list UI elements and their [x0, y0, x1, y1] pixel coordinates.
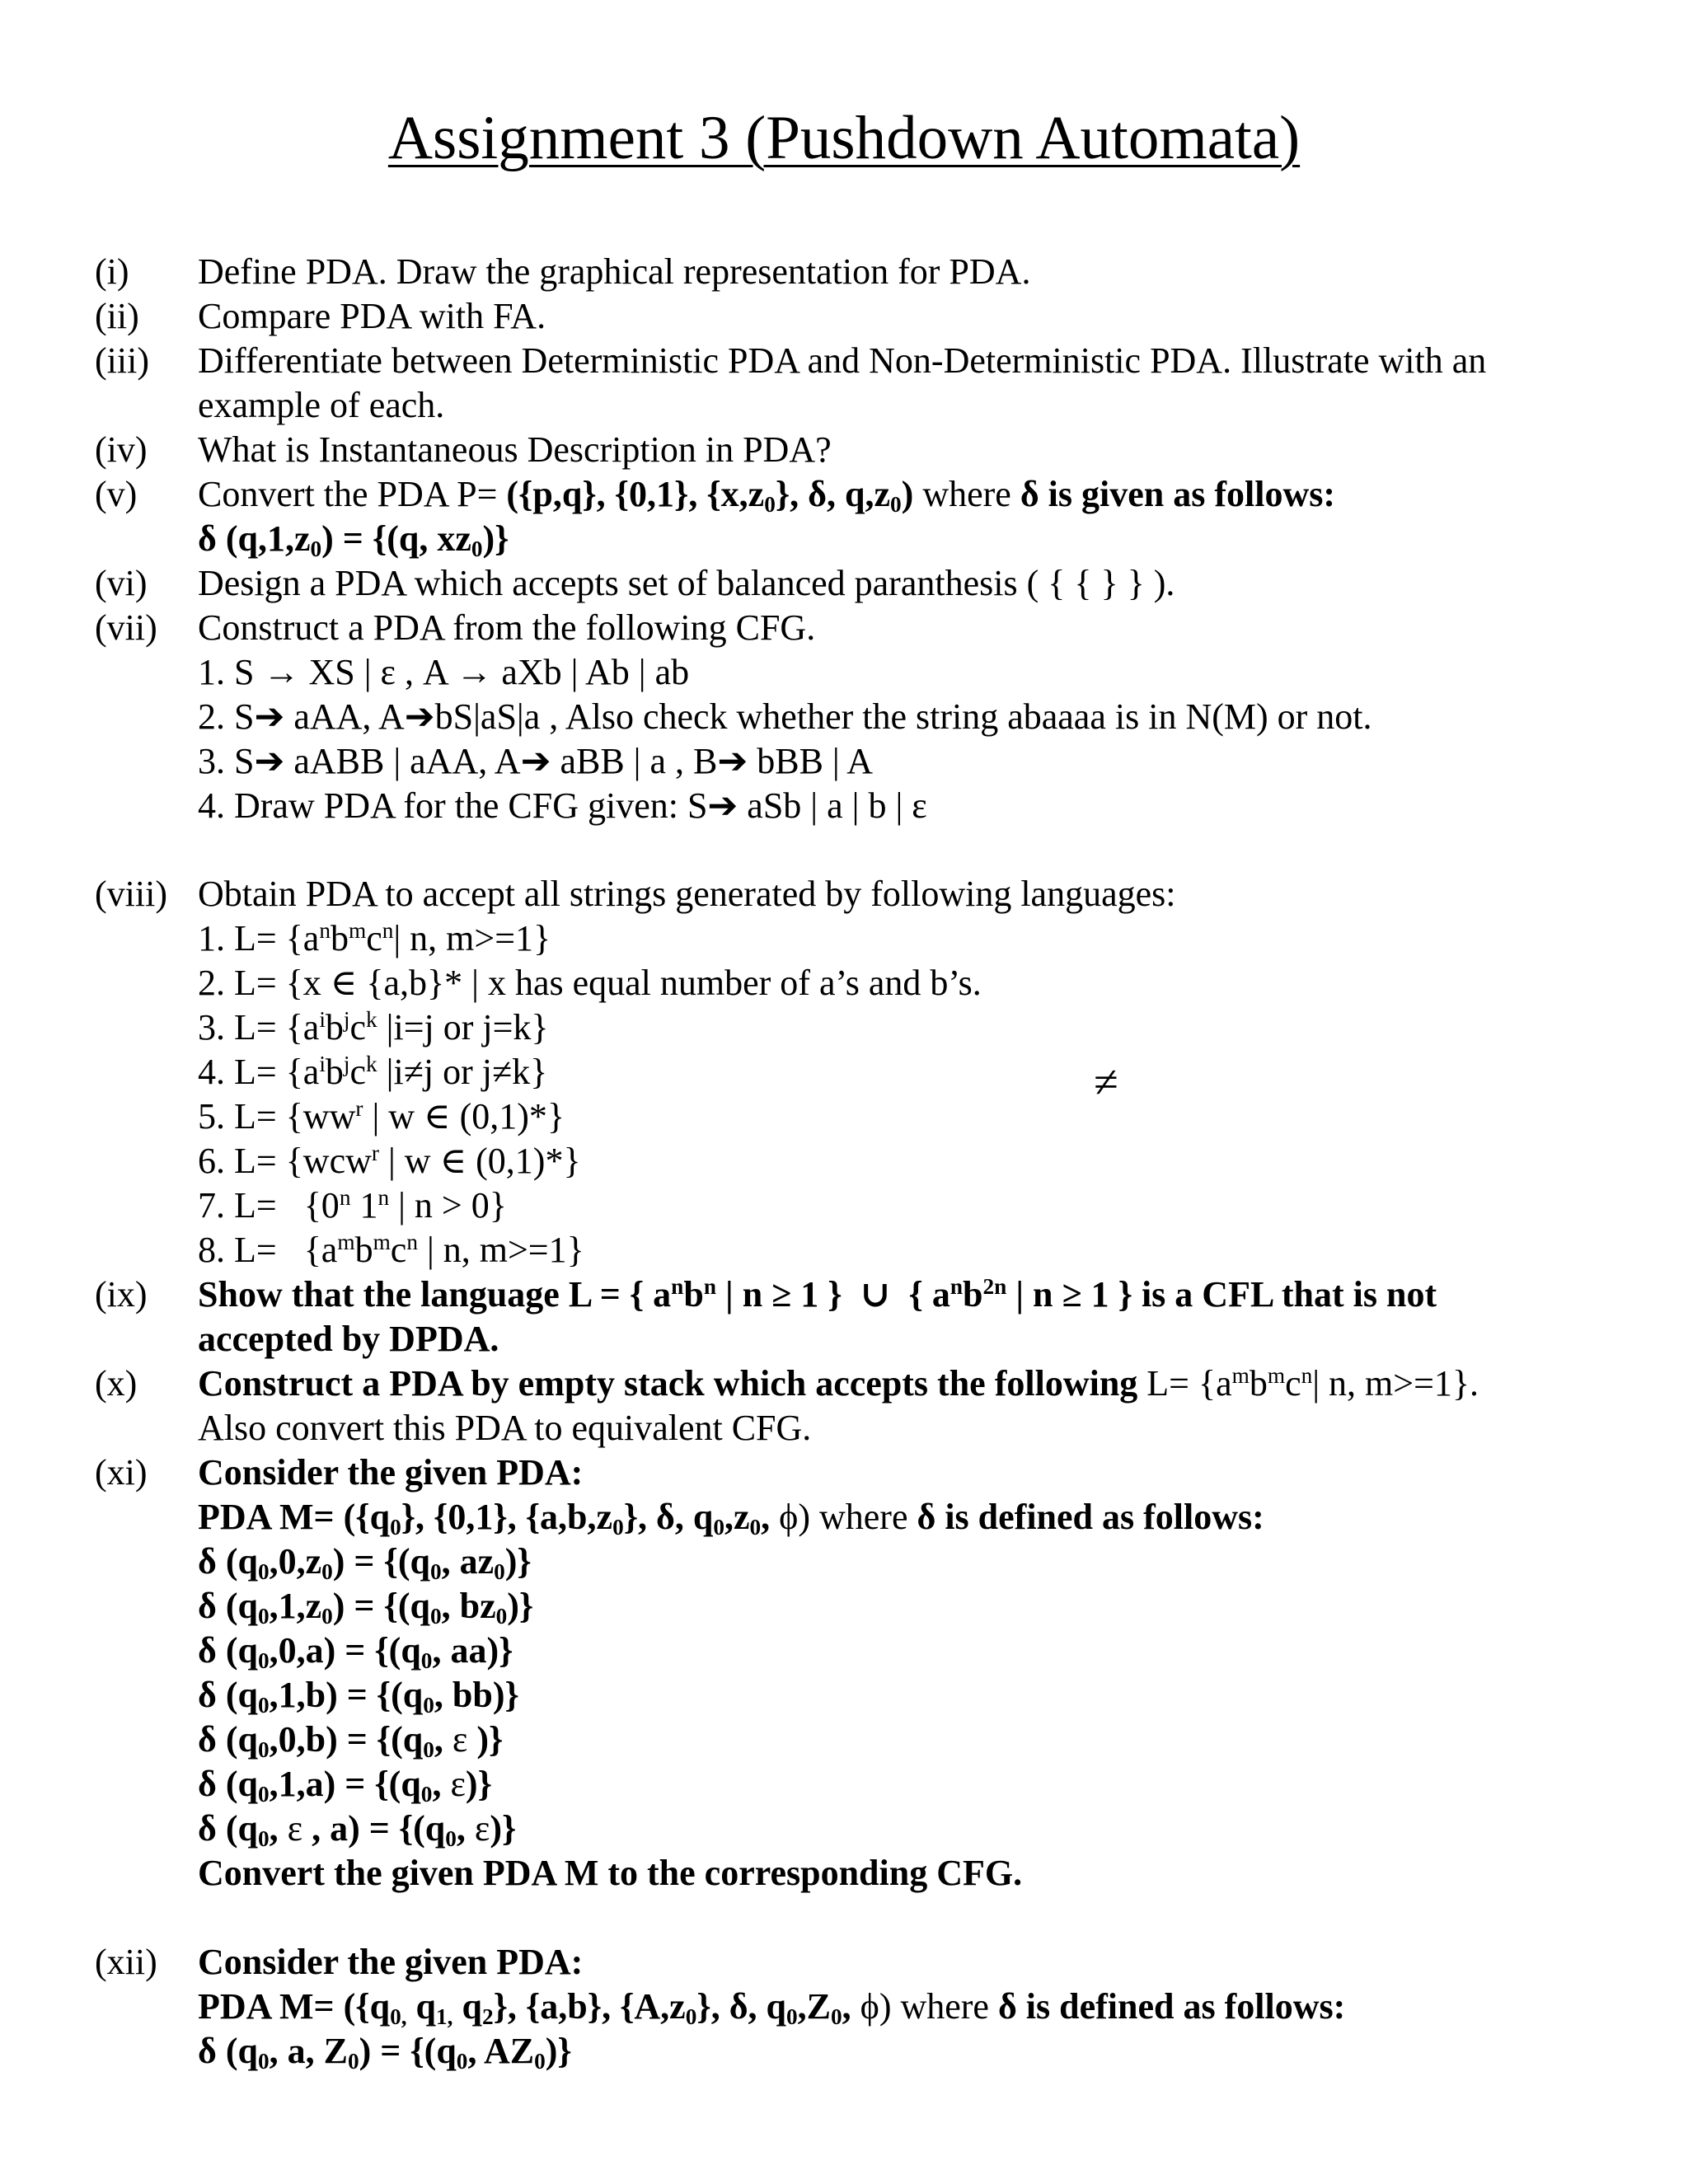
cfg-item-1: 1. S → XS | ε , A → aXb | Ab | ab: [198, 652, 690, 692]
item-number-x: (x): [95, 1363, 138, 1404]
item-text-vi: Design a PDA which accepts set of balanced paranthesis ( { { } } ).: [198, 563, 1175, 603]
item-text-x-line2: Also convert this PDA to equivalent CFG.: [198, 1408, 812, 1448]
item-number-xi: (xi): [95, 1452, 148, 1493]
item-text-vii: Construct a PDA from the following CFG.: [198, 607, 816, 648]
language-item-2: 2. L= {x ∈ {a,b}* | x has equal number of a’s and b’s.: [198, 963, 982, 1003]
language-item-3: 3. $L= \{a^ib^jc^k$ |i=j or j=k}: [198, 1007, 549, 1047]
item-text-viii: Obtain PDA to accept all strings generated by following languages:: [198, 874, 1176, 914]
item-number-ii: (ii): [95, 296, 139, 336]
not-equal-symbol: ≠: [1094, 1057, 1118, 1107]
transition-xii-1: δ ($q_0$, a, $Z_0) = \{(q_0$, $AZ_0$)}: [198, 2031, 572, 2074]
item-number-viii: (viii): [95, 874, 167, 914]
language-item-5: 5. $L= \{ww^r$ | w ∈ (0,1)*}: [198, 1096, 565, 1137]
item-number-vi: (vi): [95, 563, 148, 603]
item-text-ix-line1: Show that the language L = { $a^nb^n$ | n ≥ 1 } ∪ { $a^nb^{2n}$ | n ≥ 1 } is a CFL that is not: [198, 1274, 1437, 1315]
transition-4: δ $(q_0,1,b) = \{(q_0$, bb)}: [198, 1675, 519, 1718]
item-text-xii: Consider the given PDA:: [198, 1942, 584, 1982]
transition-1: δ $(q_0,0,z_0) = \{(q_0$, $az_0$)}: [198, 1541, 532, 1584]
item-number-iv: (iv): [95, 429, 148, 470]
item-text-v-line2: δ $(q,1,z_0) = \{(q$, $xz_0$)}: [198, 518, 509, 561]
item-text-x-line1: Construct a PDA by empty stack which accepts the following $L= \{a^mb^mc^n|$ n, m>=1}.: [198, 1363, 1479, 1404]
item-number-ix: (ix): [95, 1274, 148, 1315]
cfg-item-2: 2. S➔ aAA, A➔bS|aS|a , Also check whether the string abaaaa is in N(M) or not.: [198, 696, 1372, 737]
pda-definition-xii: PDA $M= (\{q_{0,}$ $q_{1,}$ $q_2$}, {a,b}, $\{A,z_0\}$, δ, $q_0,Z_0$, ϕ) where δ is defined as follows:: [198, 1986, 1346, 2029]
transition-5: δ $(q_0,0,b) = \{(q_0$, ε )}: [198, 1719, 504, 1762]
transition-3: δ $(q_0,0,a) = \{(q_0$, aa)}: [198, 1630, 513, 1673]
pda-definition-xi: PDA $M= (\{q_0\}$, {0,1}, $\{a,b,z_0\}$, δ, $q_0,z_0$, ϕ) where δ is defined as follows:: [198, 1497, 1264, 1540]
transition-2: δ $(q_0,1,z_0) = \{(q_0$, $bz_0$)}: [198, 1586, 534, 1629]
transition-7: δ ($q_0$, ε , $a) = \{(q_0$, ε)}: [198, 1808, 517, 1851]
transition-6: δ $(q_0,1,a) = \{(q_0$, ε)}: [198, 1764, 492, 1807]
item-number-i: (i): [95, 251, 129, 292]
item-text-iii-line1: Differentiate between Deterministic PDA and Non-Deterministic PDA. Illustrate with an: [198, 340, 1487, 381]
item-number-xii: (xii): [95, 1942, 157, 1982]
language-item-8: 8. $L= \{a^mb^mc^n$ | n, m>=1}: [198, 1230, 584, 1270]
page-title: Assignment 3 (Pushdown Automata): [387, 104, 1301, 172]
item-text-xi-convert: Convert the given PDA M to the corresponding CFG.: [198, 1853, 1023, 1893]
language-item-4: 4. $L= \{a^ib^jc^k$ |i≠j or j≠k}: [198, 1052, 548, 1092]
language-item-6: 6. L= {wcw$^r$ | w ∈ (0,1)*}: [198, 1141, 581, 1181]
item-text-i: Define PDA. Draw the graphical representation for PDA.: [198, 251, 1031, 292]
item-number-vii: (vii): [95, 607, 157, 648]
cfg-item-3: 3. S➔ aABB | aAA, A➔ aBB | a , B➔ bBB | A: [198, 741, 874, 781]
item-text-ix-line2: accepted by DPDA.: [198, 1319, 499, 1359]
item-text-v-line1: Convert the PDA P= ({p,q}, {0,1}, $\{x,z_0\}$, δ, $q,z_0$) where δ is given as follows:: [198, 474, 1336, 517]
item-text-xi: Consider the given PDA:: [198, 1452, 584, 1493]
language-item-1: 1. $L= \{a^nb^mc^n|$ n, m>=1}: [198, 918, 551, 958]
language-item-7: 7. L= {0$^n$ 1$^n$ | n > 0}: [198, 1185, 507, 1226]
item-text-iv: What is Instantaneous Description in PDA?: [198, 429, 832, 470]
item-text-iii-line2: example of each.: [198, 385, 445, 425]
item-text-ii: Compare PDA with FA.: [198, 296, 546, 336]
cfg-item-4: 4. Draw PDA for the CFG given: S➔ aSb | a | b | ε: [198, 785, 927, 826]
item-number-iii: (iii): [95, 340, 149, 381]
item-number-v: (v): [95, 474, 138, 514]
